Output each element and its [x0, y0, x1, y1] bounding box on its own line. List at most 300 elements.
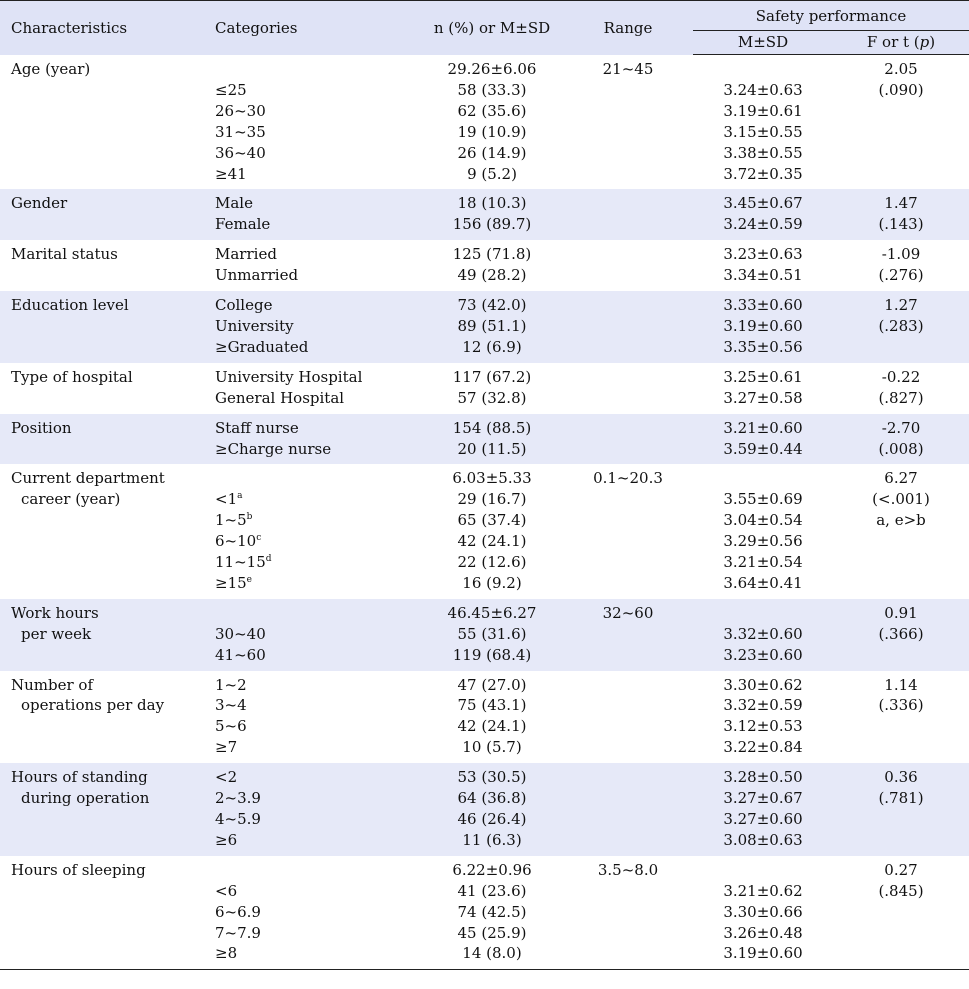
category-label: 1~5 [215, 511, 247, 530]
category-label: ≥6 [215, 830, 238, 849]
category-cell [215, 439, 421, 465]
characteristic-label: during operation [21, 789, 150, 808]
category-cell [215, 189, 421, 214]
n-pct-cell: 29 (16.7) [457, 490, 527, 509]
characteristic-cell [0, 439, 215, 465]
table-group [0, 763, 969, 856]
n-pct-cell: 49 (28.2) [457, 266, 527, 285]
table-row [0, 439, 969, 465]
range-cell [563, 189, 693, 214]
n-pct-cell: 22 (12.6) [457, 553, 527, 572]
table-row [0, 881, 969, 902]
characteristic-label: Number of [11, 675, 94, 694]
characteristic-label: career (year) [21, 490, 121, 509]
n-pct-cell: 53 (30.5) [421, 763, 563, 788]
table-row [0, 737, 969, 763]
table-group [0, 856, 969, 970]
msd-cell [693, 599, 833, 624]
table-row [0, 809, 969, 830]
characteristic-label: Current department [11, 469, 165, 488]
characteristic-label: Hours of sleeping [11, 860, 146, 879]
table-row [0, 189, 969, 214]
msd-cell: 3.45±0.67 [693, 189, 833, 214]
msd-cell: 3.30±0.62 [723, 675, 803, 694]
f-or-t-cell: (.827) [878, 388, 924, 407]
category-cell [215, 143, 421, 164]
characteristic-label: Age (year) [11, 59, 91, 78]
f-or-t-cell: 0.27 [884, 860, 918, 879]
range-cell [563, 101, 693, 122]
f-or-t-cell [833, 645, 969, 671]
n-pct-cell: 46.45±6.27 [421, 599, 563, 624]
table-row [0, 214, 969, 240]
category-cell [215, 552, 421, 573]
msd-cell: 3.59±0.44 [693, 439, 833, 465]
characteristic-label: Marital status [11, 245, 118, 264]
f-or-t-cell: (<.001) [872, 490, 930, 509]
f-or-t-cell: 2.05 [884, 60, 918, 78]
msd-cell: 3.34±0.51 [723, 266, 803, 285]
f-or-t-cell: 0.36 [833, 763, 969, 788]
f-or-t-cell: (.781) [833, 788, 969, 809]
category-cell [215, 881, 421, 902]
category-superscript: d [265, 554, 272, 565]
msd-cell: 3.23±0.63 [723, 245, 803, 264]
n-pct-cell: 65 (37.4) [457, 511, 527, 530]
f-or-t-cell: (.366) [833, 624, 969, 645]
category-label: University Hospital [215, 367, 363, 386]
msd-cell: 3.27±0.60 [693, 809, 833, 830]
f-or-t-cell: 0.91 [833, 599, 969, 624]
category-cell [215, 291, 421, 316]
msd-cell: 3.08±0.63 [693, 830, 833, 856]
msd-cell [693, 856, 833, 881]
category-cell [215, 55, 421, 80]
n-pct-cell: 73 (42.0) [421, 291, 563, 316]
range-cell [563, 265, 693, 291]
n-pct-cell: 156 (89.7) [421, 214, 563, 240]
category-superscript: e [246, 574, 252, 585]
table-row [0, 716, 969, 737]
n-pct-cell: 14 (8.0) [421, 943, 563, 969]
f-or-t-cell: -1.09 [881, 245, 921, 264]
table-row [0, 531, 969, 552]
msd-cell: 3.27±0.67 [693, 788, 833, 809]
characteristic-cell [0, 80, 215, 101]
characteristic-cell [0, 240, 215, 265]
characteristic-cell [0, 573, 215, 599]
category-cell [215, 788, 421, 809]
msd-cell: 3.64±0.41 [723, 573, 803, 592]
characteristic-cell [0, 316, 215, 337]
category-label: 31~35 [215, 122, 266, 141]
characteristic-cell [0, 671, 215, 696]
range-cell [563, 489, 693, 510]
n-pct-cell: 117 (67.2) [452, 367, 532, 386]
characteristic-label: Position [11, 418, 72, 437]
f-or-t-cell: (.090) [878, 80, 924, 99]
table-row [0, 164, 969, 190]
msd-cell: 3.04±0.54 [723, 511, 803, 530]
header-msd: M±SD [693, 31, 833, 55]
f-or-t-cell [833, 122, 969, 143]
msd-cell: 3.55±0.69 [723, 490, 803, 509]
category-label: Married [215, 245, 277, 264]
characteristic-cell [0, 489, 215, 510]
category-cell [215, 489, 421, 510]
msd-cell [693, 464, 833, 489]
table-group [0, 189, 969, 240]
category-cell [215, 716, 421, 737]
f-or-t-cell: (.008) [833, 439, 969, 465]
range-cell [563, 122, 693, 143]
msd-cell: 3.24±0.63 [723, 80, 803, 99]
table-group [0, 414, 969, 465]
category-label: Female [215, 215, 271, 234]
characteristic-label: Work hours [11, 603, 99, 622]
f-or-t-cell: (.283) [833, 316, 969, 337]
n-pct-cell: 64 (36.8) [421, 788, 563, 809]
characteristic-cell [0, 737, 215, 763]
table-row [0, 923, 969, 944]
category-cell [215, 464, 421, 489]
table-header [0, 1, 969, 55]
characteristic-cell [0, 265, 215, 291]
range-cell [563, 923, 693, 944]
characteristic-label: Type of hospital [11, 367, 133, 386]
table-row [0, 80, 969, 101]
range-cell [563, 388, 693, 414]
header-safety-performance: Safety performance [693, 1, 969, 31]
category-label: College [215, 296, 273, 315]
category-label: Male [215, 194, 253, 213]
category-label: ≥15 [215, 573, 247, 592]
characteristic-cell [0, 291, 215, 316]
n-pct-cell: 26 (14.9) [457, 143, 527, 162]
characteristic-cell [0, 856, 215, 881]
f-or-t-cell [833, 902, 969, 923]
f-or-t-cell: (.276) [878, 266, 924, 285]
f-or-t-cell: 6.27 [884, 469, 918, 488]
range-cell [563, 573, 693, 599]
n-pct-cell: 12 (6.9) [421, 337, 563, 363]
characteristic-cell [0, 763, 215, 788]
n-pct-cell: 119 (68.4) [421, 645, 563, 671]
msd-cell: 3.38±0.55 [723, 143, 803, 162]
category-label: ≥41 [215, 164, 247, 183]
category-cell [215, 599, 421, 624]
f-or-t-cell: 1.14 [884, 675, 918, 694]
f-or-t-cell: -2.70 [833, 414, 969, 439]
range-cell [563, 291, 693, 316]
n-pct-cell: 18 (10.3) [421, 189, 563, 214]
table-row [0, 856, 969, 881]
category-cell [215, 122, 421, 143]
characteristic-cell [0, 599, 215, 624]
characteristic-cell [0, 189, 215, 214]
characteristic-cell [0, 55, 215, 80]
table-row [0, 101, 969, 122]
f-or-t-cell [833, 809, 969, 830]
table-row [0, 414, 969, 439]
category-cell [215, 923, 421, 944]
category-cell [215, 645, 421, 671]
range-cell [563, 881, 693, 902]
n-pct-cell: 29.26±6.06 [447, 59, 537, 78]
table-row [0, 645, 969, 671]
characteristic-cell [0, 788, 215, 809]
range-cell [563, 671, 693, 696]
msd-cell: 3.19±0.60 [693, 943, 833, 969]
msd-cell: 3.21±0.62 [723, 881, 803, 900]
category-cell [215, 337, 421, 363]
category-label: 26~30 [215, 101, 266, 120]
characteristic-cell [0, 122, 215, 143]
category-cell [215, 265, 421, 291]
n-pct-cell: 125 (71.8) [452, 245, 532, 264]
category-cell [215, 902, 421, 923]
table-row [0, 671, 969, 696]
table-row [0, 143, 969, 164]
msd-cell: 3.15±0.55 [723, 122, 803, 141]
characteristic-cell [0, 645, 215, 671]
header-categories: Categories [215, 1, 421, 55]
characteristic-cell [0, 464, 215, 489]
f-or-t-cell: (.845) [878, 881, 924, 900]
range-cell [563, 240, 693, 265]
category-label: <6 [215, 881, 238, 900]
category-label: 36~40 [215, 143, 266, 162]
range-cell [563, 531, 693, 552]
characteristic-cell [0, 414, 215, 439]
characteristic-label: Gender [11, 194, 68, 213]
header-characteristics: Characteristics [0, 1, 215, 55]
msd-cell [693, 55, 833, 80]
table-group [0, 55, 969, 190]
range-cell [563, 788, 693, 809]
category-label: 3~4 [215, 696, 247, 715]
characteristic-cell [0, 143, 215, 164]
msd-cell: 3.35±0.56 [693, 337, 833, 363]
msd-cell: 3.12±0.53 [723, 717, 803, 736]
range-cell: 0.1~20.3 [593, 469, 663, 488]
range-cell [563, 809, 693, 830]
characteristic-cell [0, 363, 215, 388]
msd-cell: 3.29±0.56 [723, 532, 803, 551]
f-or-t-cell [833, 337, 969, 363]
characteristic-cell [0, 552, 215, 573]
category-cell [215, 695, 421, 716]
category-cell [215, 164, 421, 190]
f-or-t-cell [833, 101, 969, 122]
category-cell [215, 671, 421, 696]
table-row [0, 337, 969, 363]
category-cell [215, 809, 421, 830]
f-or-t-cell [833, 143, 969, 164]
characteristic-cell [0, 531, 215, 552]
header-p: p [919, 33, 930, 52]
category-superscript: c [256, 533, 262, 544]
range-cell [563, 363, 693, 388]
f-or-t-cell [833, 943, 969, 969]
n-pct-cell: 41 (23.6) [457, 881, 527, 900]
msd-cell: 3.32±0.59 [723, 696, 803, 715]
characteristic-cell [0, 716, 215, 737]
range-cell [563, 902, 693, 923]
n-pct-cell: 89 (51.1) [421, 316, 563, 337]
category-label: 11~15 [215, 553, 266, 572]
n-pct-cell: 10 (5.7) [462, 738, 522, 757]
range-cell: 21~45 [602, 59, 654, 78]
msd-cell: 3.21±0.54 [723, 553, 803, 572]
n-pct-cell: 6.03±5.33 [452, 469, 532, 488]
table-row [0, 573, 969, 599]
category-label: <1 [215, 490, 238, 509]
msd-cell: 3.33±0.60 [693, 291, 833, 316]
category-cell [215, 214, 421, 240]
msd-cell: 3.30±0.66 [723, 902, 803, 921]
table-row [0, 510, 969, 531]
table-row [0, 552, 969, 573]
n-pct-cell: 42 (24.1) [457, 532, 527, 551]
characteristic-cell [0, 164, 215, 190]
table-row [0, 122, 969, 143]
f-or-t-cell: 1.27 [833, 291, 969, 316]
table-row [0, 695, 969, 716]
characteristic-cell [0, 809, 215, 830]
f-or-t-cell [833, 573, 969, 599]
range-cell [563, 337, 693, 363]
characteristic-label: operations per day [21, 696, 165, 715]
f-or-t-cell: -0.22 [881, 367, 921, 386]
category-cell [215, 737, 421, 763]
category-label: 6~10 [215, 532, 257, 551]
msd-cell: 3.25±0.61 [723, 367, 803, 386]
table-row [0, 363, 969, 388]
table-row [0, 902, 969, 923]
range-cell [563, 414, 693, 439]
n-pct-cell: 11 (6.3) [421, 830, 563, 856]
n-pct-cell: 47 (27.0) [457, 675, 527, 694]
category-cell [215, 830, 421, 856]
table-row [0, 316, 969, 337]
n-pct-cell: 16 (9.2) [462, 573, 522, 592]
category-label: 5~6 [215, 717, 247, 736]
range-cell [563, 695, 693, 716]
category-cell [215, 624, 421, 645]
n-pct-cell: 55 (31.6) [421, 624, 563, 645]
category-cell [215, 763, 421, 788]
category-label: <2 [215, 768, 238, 787]
header-range: Range [563, 1, 693, 55]
f-or-t-cell: (.143) [833, 214, 969, 240]
table-row [0, 388, 969, 414]
f-or-t-cell [833, 737, 969, 763]
f-or-t-cell [833, 923, 969, 944]
header-n-pct: n (%) or M±SD [421, 1, 563, 55]
range-cell [563, 164, 693, 190]
characteristic-label: Hours of standing [11, 768, 148, 787]
range-cell [563, 510, 693, 531]
msd-cell: 3.32±0.60 [693, 624, 833, 645]
table-group [0, 363, 969, 414]
category-label: General Hospital [215, 388, 345, 407]
n-pct-cell: 75 (43.1) [457, 696, 527, 715]
n-pct-cell: 154 (88.5) [421, 414, 563, 439]
msd-cell: 3.28±0.50 [693, 763, 833, 788]
category-label: 30~40 [215, 624, 266, 643]
table-group [0, 599, 969, 671]
f-or-t-cell: a, e>b [876, 511, 926, 530]
characteristic-cell [0, 624, 215, 645]
table-group [0, 464, 969, 598]
category-cell [215, 943, 421, 969]
category-cell [215, 856, 421, 881]
category-cell [215, 240, 421, 265]
category-label: 6~6.9 [215, 902, 261, 921]
range-cell: 32~60 [563, 599, 693, 624]
category-superscript: a [237, 491, 243, 502]
range-cell: 3.5~8.0 [597, 860, 659, 879]
msd-cell: 3.27±0.58 [723, 388, 803, 407]
characteristic-cell [0, 388, 215, 414]
characteristic-cell [0, 881, 215, 902]
category-label: ≤25 [215, 80, 247, 99]
n-pct-cell: 62 (35.6) [457, 101, 527, 120]
characteristic-cell [0, 902, 215, 923]
msd-cell: 3.23±0.60 [693, 645, 833, 671]
category-label: ≥8 [215, 944, 238, 963]
category-label: 4~5.9 [215, 810, 261, 828]
f-or-t-cell [833, 164, 969, 190]
n-pct-cell: 46 (26.4) [421, 809, 563, 830]
header-close-paren: ) [929, 33, 936, 52]
table-group [0, 240, 969, 291]
category-cell [215, 531, 421, 552]
characteristic-cell [0, 923, 215, 944]
category-cell [215, 388, 421, 414]
category-cell [215, 510, 421, 531]
characteristic-cell [0, 337, 215, 363]
f-or-t-cell [833, 531, 969, 552]
category-cell [215, 101, 421, 122]
range-cell [563, 645, 693, 671]
category-cell [215, 316, 421, 337]
range-cell [563, 439, 693, 465]
n-pct-cell: 42 (24.1) [457, 717, 527, 736]
n-pct-cell: 9 (5.2) [467, 164, 517, 183]
category-label: Unmarried [215, 266, 299, 285]
characteristic-cell [0, 101, 215, 122]
characteristic-cell [0, 695, 215, 716]
table-row [0, 788, 969, 809]
f-or-t-cell [833, 552, 969, 573]
msd-cell: 3.19±0.61 [723, 101, 803, 120]
category-label: ≥7 [215, 738, 238, 757]
range-cell [563, 737, 693, 763]
category-label: 41~60 [215, 645, 266, 664]
msd-cell: 3.72±0.35 [723, 164, 803, 183]
n-pct-cell: 58 (33.3) [457, 80, 527, 99]
characteristic-cell [0, 510, 215, 531]
header-f-or-t-text: F or t ( [866, 33, 920, 52]
category-cell [215, 363, 421, 388]
category-label: University [215, 316, 294, 335]
characteristic-cell [0, 830, 215, 856]
table-row [0, 763, 969, 788]
n-pct-cell: 74 (42.5) [457, 902, 527, 921]
characteristic-label: per week [21, 624, 92, 643]
